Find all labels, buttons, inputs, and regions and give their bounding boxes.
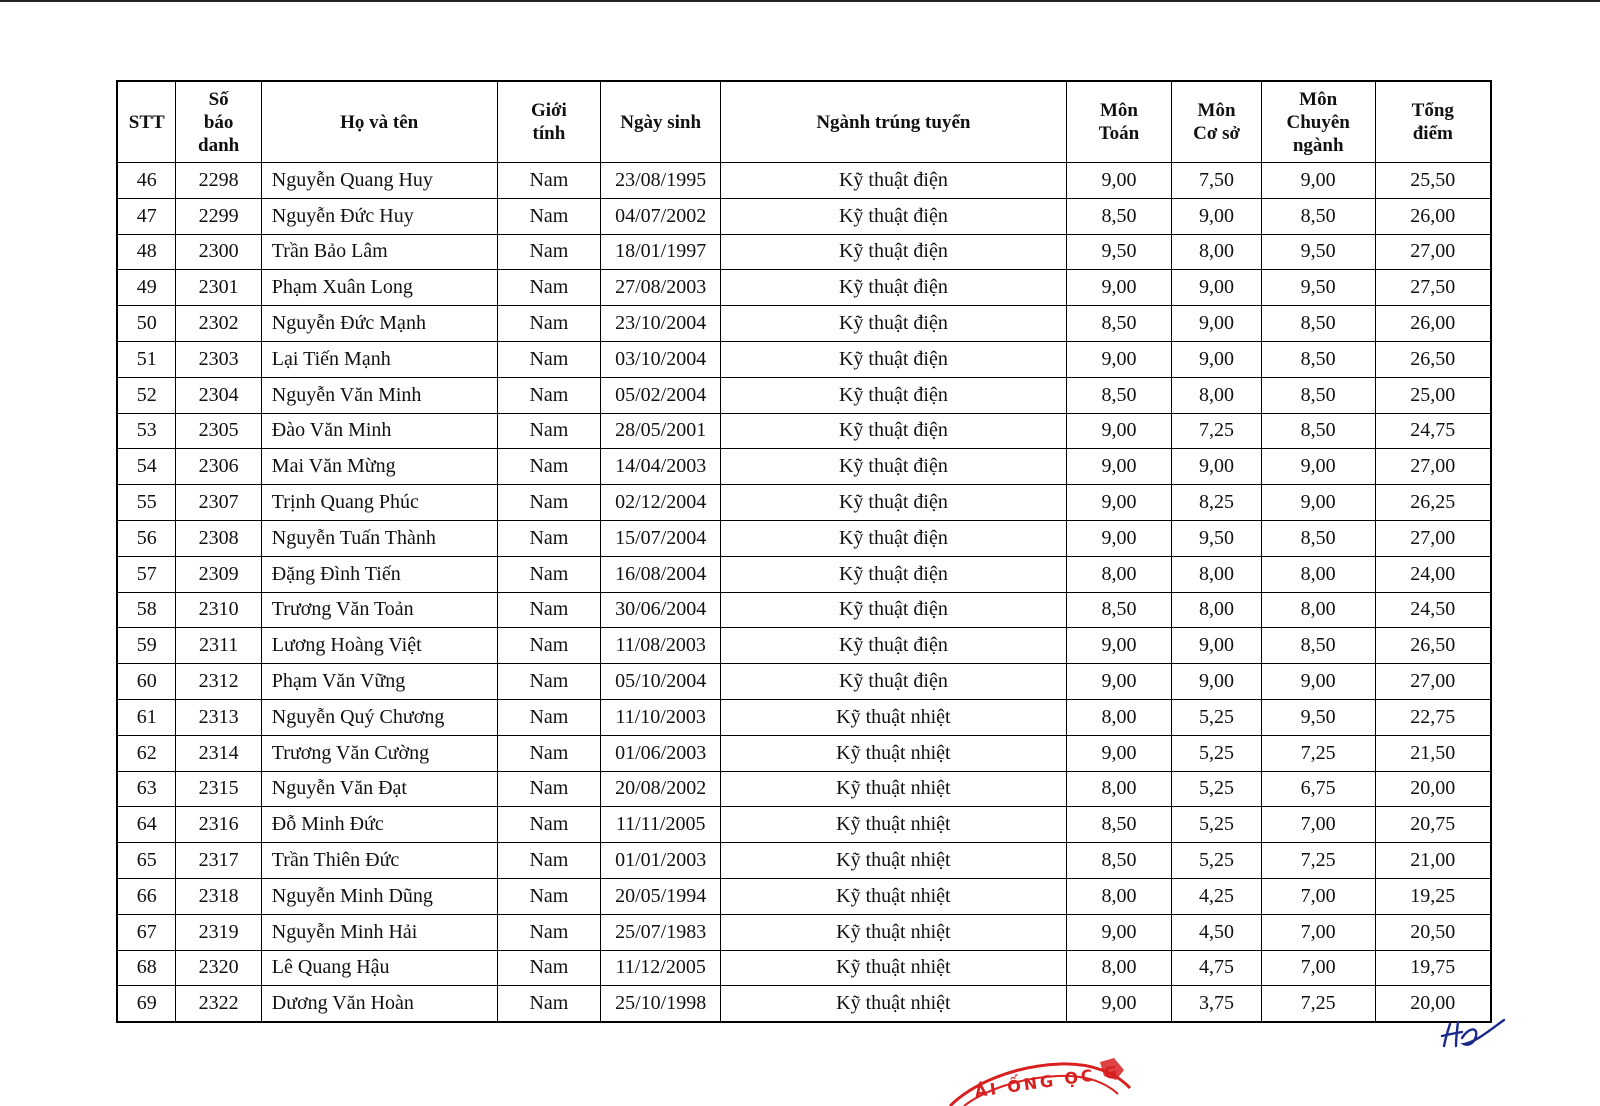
cell-total: 27,00	[1375, 520, 1491, 556]
cell-stt: 50	[117, 306, 176, 342]
cell-dob: 03/10/2004	[601, 341, 721, 377]
cell-gender: Nam	[497, 807, 601, 843]
header-special	[1261, 81, 1375, 163]
cell-gender: Nam	[497, 234, 601, 270]
cell-major: Kỹ thuật nhiệt	[721, 950, 1067, 986]
cell-basic: 9,00	[1172, 198, 1261, 234]
cell-major: Kỹ thuật nhiệt	[721, 735, 1067, 771]
cell-gender: Nam	[497, 485, 601, 521]
red-seal-stamp	[940, 1058, 1140, 1106]
cell-sbd: 2299	[176, 198, 261, 234]
cell-special: 8,00	[1261, 592, 1375, 628]
header-gender-line: Giới	[530, 100, 567, 121]
cell-major: Kỹ thuật điện	[721, 270, 1067, 306]
cell-dob: 20/08/2002	[601, 771, 721, 807]
cell-name: Nguyễn Quý Chương	[261, 699, 497, 735]
cell-math: 9,00	[1066, 520, 1172, 556]
cell-sbd: 2315	[176, 771, 261, 807]
cell-special: 7,00	[1261, 878, 1375, 914]
cell-sbd: 2314	[176, 735, 261, 771]
cell-special: 9,00	[1261, 485, 1375, 521]
cell-basic: 5,25	[1172, 735, 1261, 771]
header-total-line: điểm	[1412, 123, 1453, 144]
header-math	[1066, 81, 1172, 163]
cell-basic: 9,00	[1172, 306, 1261, 342]
cell-major: Kỹ thuật điện	[721, 163, 1067, 199]
cell-sbd: 2307	[176, 485, 261, 521]
cell-stt: 56	[117, 520, 176, 556]
cell-major: Kỹ thuật điện	[721, 449, 1067, 485]
cell-gender: Nam	[497, 306, 601, 342]
cell-major: Kỹ thuật nhiệt	[721, 878, 1067, 914]
cell-name: Đỗ Minh Đức	[261, 807, 497, 843]
cell-dob: 23/08/1995	[601, 163, 721, 199]
cell-major: Kỹ thuật điện	[721, 664, 1067, 700]
cell-major: Kỹ thuật điện	[721, 198, 1067, 234]
cell-special: 8,50	[1261, 377, 1375, 413]
cell-dob: 25/10/1998	[601, 986, 721, 1022]
cell-name: Phạm Xuân Long	[261, 270, 497, 306]
cell-total: 26,50	[1375, 628, 1491, 664]
cell-total: 26,00	[1375, 198, 1491, 234]
table-row	[117, 950, 1491, 986]
cell-special: 8,50	[1261, 341, 1375, 377]
cell-special: 8,00	[1261, 556, 1375, 592]
header-total	[1375, 81, 1491, 163]
cell-stt: 51	[117, 341, 176, 377]
header-sbd-line: báo	[203, 111, 234, 133]
cell-basic: 9,00	[1172, 341, 1261, 377]
cell-sbd: 2300	[176, 234, 261, 270]
cell-basic: 3,75	[1172, 986, 1261, 1022]
cell-basic: 8,00	[1172, 592, 1261, 628]
cell-total: 27,00	[1375, 449, 1491, 485]
header-major: Ngành trúng tuyển	[721, 81, 1067, 163]
cell-stt: 49	[117, 270, 176, 306]
cell-stt: 60	[117, 664, 176, 700]
cell-sbd: 2308	[176, 520, 261, 556]
cell-name: Lương Hoàng Việt	[261, 628, 497, 664]
cell-basic: 9,00	[1172, 449, 1261, 485]
cell-name: Phạm Văn Vững	[261, 664, 497, 700]
cell-stt: 46	[117, 163, 176, 199]
cell-basic: 7,50	[1172, 163, 1261, 199]
cell-math: 9,00	[1066, 914, 1172, 950]
cell-basic: 4,75	[1172, 950, 1261, 986]
cell-name: Nguyễn Minh Hải	[261, 914, 497, 950]
cell-total: 21,50	[1375, 735, 1491, 771]
cell-stt: 68	[117, 950, 176, 986]
cell-basic: 9,00	[1172, 664, 1261, 700]
cell-stt: 47	[117, 198, 176, 234]
cell-gender: Nam	[497, 950, 601, 986]
cell-stt: 54	[117, 449, 176, 485]
cell-math: 9,00	[1066, 413, 1172, 449]
header-sbd-line: Số	[208, 88, 229, 110]
cell-gender: Nam	[497, 413, 601, 449]
cell-gender: Nam	[497, 699, 601, 735]
cell-basic: 8,00	[1172, 234, 1261, 270]
cell-basic: 5,25	[1172, 771, 1261, 807]
cell-dob: 05/02/2004	[601, 377, 721, 413]
cell-basic: 5,25	[1172, 807, 1261, 843]
cell-stt: 61	[117, 699, 176, 735]
cell-major: Kỹ thuật nhiệt	[721, 986, 1067, 1022]
cell-name: Trương Văn Cường	[261, 735, 497, 771]
cell-gender: Nam	[497, 914, 601, 950]
cell-sbd: 2304	[176, 377, 261, 413]
cell-stt: 55	[117, 485, 176, 521]
cell-name: Nguyễn Quang Huy	[261, 163, 497, 199]
cell-total: 20,75	[1375, 807, 1491, 843]
cell-gender: Nam	[497, 449, 601, 485]
cell-special: 9,00	[1261, 449, 1375, 485]
header-stt: STT	[117, 81, 176, 163]
header-total-line: Tổng	[1411, 100, 1454, 121]
cell-gender: Nam	[497, 986, 601, 1022]
cell-stt: 48	[117, 234, 176, 270]
cell-math: 8,00	[1066, 771, 1172, 807]
cell-major: Kỹ thuật nhiệt	[721, 807, 1067, 843]
cell-total: 19,25	[1375, 878, 1491, 914]
cell-name: Nguyễn Đức Huy	[261, 198, 497, 234]
cell-gender: Nam	[497, 270, 601, 306]
cell-special: 9,50	[1261, 270, 1375, 306]
table-row	[117, 986, 1491, 1022]
cell-name: Trần Bảo Lâm	[261, 234, 497, 270]
cell-total: 20,50	[1375, 914, 1491, 950]
seal-text: ÁI ỐNG ỌC G	[973, 1061, 1122, 1102]
cell-gender: Nam	[497, 198, 601, 234]
table-row	[117, 628, 1491, 664]
header-basic-line: Môn	[1197, 100, 1236, 121]
cell-basic: 8,00	[1172, 556, 1261, 592]
cell-stt: 64	[117, 807, 176, 843]
cell-total: 20,00	[1375, 986, 1491, 1022]
cell-major: Kỹ thuật điện	[721, 306, 1067, 342]
cell-math: 9,50	[1066, 234, 1172, 270]
cell-special: 9,50	[1261, 699, 1375, 735]
cell-sbd: 2310	[176, 592, 261, 628]
cell-total: 27,00	[1375, 664, 1491, 700]
cell-major: Kỹ thuật điện	[721, 628, 1067, 664]
cell-dob: 01/06/2003	[601, 735, 721, 771]
cell-math: 9,00	[1066, 485, 1172, 521]
cell-math: 8,50	[1066, 377, 1172, 413]
cell-math: 8,50	[1066, 807, 1172, 843]
cell-special: 9,50	[1261, 234, 1375, 270]
table-row	[117, 520, 1491, 556]
cell-stt: 57	[117, 556, 176, 592]
cell-stt: 63	[117, 771, 176, 807]
cell-name: Lại Tiến Mạnh	[261, 341, 497, 377]
table-row	[117, 878, 1491, 914]
table-row	[117, 306, 1491, 342]
header-basic	[1172, 81, 1261, 163]
cell-sbd: 2309	[176, 556, 261, 592]
cell-math: 9,00	[1066, 986, 1172, 1022]
cell-gender: Nam	[497, 628, 601, 664]
cell-name: Dương Văn Hoàn	[261, 986, 497, 1022]
cell-sbd: 2317	[176, 843, 261, 879]
header-dob: Ngày sinh	[601, 81, 721, 163]
page-top-border	[0, 0, 1600, 2]
cell-basic: 9,00	[1172, 270, 1261, 306]
cell-major: Kỹ thuật nhiệt	[721, 914, 1067, 950]
cell-sbd: 2305	[176, 413, 261, 449]
table-row	[117, 664, 1491, 700]
cell-math: 8,00	[1066, 950, 1172, 986]
cell-sbd: 2318	[176, 878, 261, 914]
cell-dob: 27/08/2003	[601, 270, 721, 306]
cell-name: Lê Quang Hậu	[261, 950, 497, 986]
header-sbd-line: danh	[198, 134, 240, 156]
cell-dob: 11/11/2005	[601, 807, 721, 843]
cell-sbd: 2313	[176, 699, 261, 735]
cell-math: 9,00	[1066, 341, 1172, 377]
cell-stt: 53	[117, 413, 176, 449]
cell-dob: 14/04/2003	[601, 449, 721, 485]
cell-total: 21,00	[1375, 843, 1491, 879]
cell-dob: 11/12/2005	[601, 950, 721, 986]
cell-dob: 04/07/2002	[601, 198, 721, 234]
cell-special: 6,75	[1261, 771, 1375, 807]
cell-name: Nguyễn Đức Mạnh	[261, 306, 497, 342]
table-row	[117, 198, 1491, 234]
table-row	[117, 771, 1491, 807]
cell-name: Đặng Đình Tiến	[261, 556, 497, 592]
cell-major: Kỹ thuật nhiệt	[721, 843, 1067, 879]
cell-dob: 15/07/2004	[601, 520, 721, 556]
cell-gender: Nam	[497, 735, 601, 771]
cell-sbd: 2311	[176, 628, 261, 664]
table-row	[117, 699, 1491, 735]
cell-dob: 28/05/2001	[601, 413, 721, 449]
table-row	[117, 556, 1491, 592]
table-row	[117, 270, 1491, 306]
cell-dob: 23/10/2004	[601, 306, 721, 342]
cell-gender: Nam	[497, 520, 601, 556]
cell-math: 9,00	[1066, 449, 1172, 485]
table-row	[117, 914, 1491, 950]
table-row	[117, 807, 1491, 843]
cell-total: 24,75	[1375, 413, 1491, 449]
cell-name: Nguyễn Minh Dũng	[261, 878, 497, 914]
table-row	[117, 163, 1491, 199]
cell-major: Kỹ thuật điện	[721, 520, 1067, 556]
cell-major: Kỹ thuật điện	[721, 413, 1067, 449]
cell-stt: 67	[117, 914, 176, 950]
cell-total: 24,50	[1375, 592, 1491, 628]
cell-dob: 02/12/2004	[601, 485, 721, 521]
results-table	[116, 80, 1492, 1023]
cell-dob: 20/05/1994	[601, 878, 721, 914]
cell-dob: 30/06/2004	[601, 592, 721, 628]
cell-basic: 5,25	[1172, 699, 1261, 735]
cell-major: Kỹ thuật nhiệt	[721, 771, 1067, 807]
cell-math: 9,00	[1066, 628, 1172, 664]
cell-gender: Nam	[497, 163, 601, 199]
cell-sbd: 2303	[176, 341, 261, 377]
cell-math: 8,50	[1066, 306, 1172, 342]
cell-major: Kỹ thuật điện	[721, 485, 1067, 521]
header-gender	[497, 81, 601, 163]
cell-name: Đào Văn Minh	[261, 413, 497, 449]
cell-math: 9,00	[1066, 664, 1172, 700]
cell-math: 8,50	[1066, 843, 1172, 879]
header-basic-line: Cơ sở	[1193, 123, 1240, 144]
cell-gender: Nam	[497, 771, 601, 807]
cell-dob: 11/08/2003	[601, 628, 721, 664]
cell-math: 8,00	[1066, 556, 1172, 592]
cell-name: Mai Văn Mừng	[261, 449, 497, 485]
cell-special: 9,00	[1261, 163, 1375, 199]
cell-special: 7,25	[1261, 735, 1375, 771]
cell-dob: 01/01/2003	[601, 843, 721, 879]
cell-major: Kỹ thuật điện	[721, 556, 1067, 592]
table-row	[117, 843, 1491, 879]
cell-gender: Nam	[497, 556, 601, 592]
cell-math: 9,00	[1066, 163, 1172, 199]
cell-basic: 9,50	[1172, 520, 1261, 556]
cell-special: 7,25	[1261, 843, 1375, 879]
cell-special: 8,50	[1261, 306, 1375, 342]
header-math-line: Môn	[1100, 100, 1138, 121]
cell-name: Trịnh Quang Phúc	[261, 485, 497, 521]
cell-stt: 58	[117, 592, 176, 628]
cell-gender: Nam	[497, 592, 601, 628]
cell-basic: 8,00	[1172, 377, 1261, 413]
header-special-line: ngành	[1292, 134, 1344, 156]
cell-special: 8,50	[1261, 520, 1375, 556]
cell-major: Kỹ thuật điện	[721, 592, 1067, 628]
table-row	[117, 592, 1491, 628]
cell-total: 25,00	[1375, 377, 1491, 413]
cell-dob: 18/01/1997	[601, 234, 721, 270]
cell-basic: 7,25	[1172, 413, 1261, 449]
cell-stt: 69	[117, 986, 176, 1022]
cell-total: 26,00	[1375, 306, 1491, 342]
cell-major: Kỹ thuật điện	[721, 377, 1067, 413]
header-gender-line: tính	[532, 123, 566, 144]
table-row	[117, 449, 1491, 485]
cell-name: Nguyễn Tuấn Thành	[261, 520, 497, 556]
cell-special: 7,00	[1261, 914, 1375, 950]
cell-name: Nguyễn Văn Minh	[261, 377, 497, 413]
cell-sbd: 2316	[176, 807, 261, 843]
cell-stt: 65	[117, 843, 176, 879]
signature-initials	[1438, 1016, 1508, 1052]
header-math-line: Toán	[1098, 123, 1140, 144]
cell-basic: 4,50	[1172, 914, 1261, 950]
cell-special: 7,25	[1261, 986, 1375, 1022]
cell-stt: 59	[117, 628, 176, 664]
cell-gender: Nam	[497, 843, 601, 879]
cell-total: 26,50	[1375, 341, 1491, 377]
header-name: Họ và tên	[261, 81, 497, 163]
cell-name: Trần Thiên Đức	[261, 843, 497, 879]
cell-math: 8,50	[1066, 592, 1172, 628]
cell-gender: Nam	[497, 878, 601, 914]
cell-total: 26,25	[1375, 485, 1491, 521]
cell-math: 9,00	[1066, 735, 1172, 771]
cell-sbd: 2298	[176, 163, 261, 199]
cell-sbd: 2322	[176, 986, 261, 1022]
cell-sbd: 2312	[176, 664, 261, 700]
table-row	[117, 341, 1491, 377]
cell-sbd: 2319	[176, 914, 261, 950]
cell-stt: 62	[117, 735, 176, 771]
cell-basic: 8,25	[1172, 485, 1261, 521]
cell-dob: 16/08/2004	[601, 556, 721, 592]
header-sbd	[176, 81, 261, 163]
table-header-row	[117, 81, 1491, 163]
cell-gender: Nam	[497, 377, 601, 413]
cell-special: 8,50	[1261, 413, 1375, 449]
table-row	[117, 377, 1491, 413]
cell-special: 8,50	[1261, 198, 1375, 234]
cell-special: 8,50	[1261, 628, 1375, 664]
cell-total: 27,50	[1375, 270, 1491, 306]
cell-basic: 9,00	[1172, 628, 1261, 664]
cell-name: Trương Văn Toản	[261, 592, 497, 628]
cell-total: 22,75	[1375, 699, 1491, 735]
cell-math: 8,00	[1066, 699, 1172, 735]
cell-basic: 5,25	[1172, 843, 1261, 879]
cell-math: 8,50	[1066, 198, 1172, 234]
cell-sbd: 2306	[176, 449, 261, 485]
cell-sbd: 2320	[176, 950, 261, 986]
cell-special: 7,00	[1261, 807, 1375, 843]
cell-basic: 4,25	[1172, 878, 1261, 914]
cell-sbd: 2301	[176, 270, 261, 306]
cell-sbd: 2302	[176, 306, 261, 342]
cell-special: 7,00	[1261, 950, 1375, 986]
cell-gender: Nam	[497, 664, 601, 700]
cell-major: Kỹ thuật điện	[721, 341, 1067, 377]
table-row	[117, 413, 1491, 449]
table-row	[117, 735, 1491, 771]
cell-dob: 05/10/2004	[601, 664, 721, 700]
cell-total: 24,00	[1375, 556, 1491, 592]
cell-math: 8,00	[1066, 878, 1172, 914]
cell-special: 9,00	[1261, 664, 1375, 700]
cell-total: 27,00	[1375, 234, 1491, 270]
cell-stt: 66	[117, 878, 176, 914]
cell-total: 25,50	[1375, 163, 1491, 199]
cell-major: Kỹ thuật nhiệt	[721, 699, 1067, 735]
cell-dob: 25/07/1983	[601, 914, 721, 950]
cell-major: Kỹ thuật điện	[721, 234, 1067, 270]
cell-stt: 52	[117, 377, 176, 413]
cell-math: 9,00	[1066, 270, 1172, 306]
header-special-line: Môn	[1299, 88, 1338, 110]
header-special-line: Chuyên	[1286, 111, 1350, 133]
cell-total: 19,75	[1375, 950, 1491, 986]
cell-name: Nguyễn Văn Đạt	[261, 771, 497, 807]
table-row	[117, 485, 1491, 521]
table-row	[117, 234, 1491, 270]
cell-total: 20,00	[1375, 771, 1491, 807]
cell-gender: Nam	[497, 341, 601, 377]
cell-dob: 11/10/2003	[601, 699, 721, 735]
